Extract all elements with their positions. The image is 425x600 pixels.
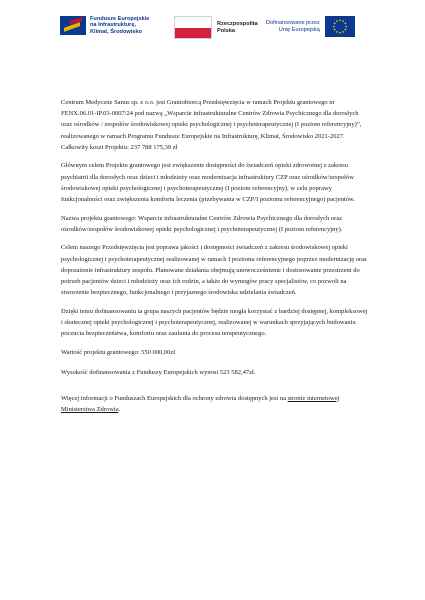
eu-star — [336, 20, 338, 22]
eu-star — [342, 31, 344, 33]
eu-star — [334, 29, 336, 31]
project-value: Wartość projektu grantowego: 550 000,00zł — [61, 348, 176, 356]
eu-logo — [266, 16, 355, 37]
paragraph-objective: Celem naszego Przedsięwzięcia jest poprawa jakości i dostępności świadczeń z zakresu środowiskowej opieki psychologicznej i psychoterapeutycznej realizowanej w ramach I poziomu referencyjnego poprzez modernizację oraz doposażenie infrastruktury zespołu. Planowane działania obejmują unowocześnienie i dostosowanie przestrzeni do potrzeb pacjentów dzieci i młodzieży oraz ich rodzin, a także do wymogów pracy specjalistów, co pozwoli na stworzenie bezpiecznego, funkcjonalnego i przyjaznego środowiska udzielania świadczeń. — [61, 244, 367, 297]
paragraph-benefits: Dzięki temu dofinansowaniu ta grupa naszych pacjentów będzie mogła korzystać z bardziej dostępnej, kompleksowej i skutecznej opieki psychologicznej i psychoterapeutycznej, realizowanej w warunkach sprzyjających budowaniu poczucia bezpieczeństwa, komfortu oraz zaufania do procesu terapeutycznego. — [61, 307, 368, 338]
paragraph-project-name: Nazwa projektu grantowego: Wsparcie infrastrukturalne Centrów Zdrowia Psychicznego dla dorosłych oraz ośrodków/zespołów środowiskowej opieki psychologicznej i psychoterapeutycznej (I poziom referencyjny). — [61, 214, 343, 233]
funding-amount: Wysokość dofinansowania z Funduszy Europejskich wynosi 523 582,47zł. — [61, 369, 256, 377]
poland-flag-icon — [174, 16, 212, 39]
eu-star — [339, 20, 341, 22]
document-body — [61, 97, 369, 422]
eu-star — [339, 32, 341, 34]
eu-star — [342, 20, 344, 22]
funds-logo — [60, 16, 149, 35]
eu-star — [336, 31, 338, 33]
paragraph-goal: Głównym celem Projektu grantowego jest zwiększenie dostępności do świadczeń opieki zdrowotnej z zakresu psychiatrii dla dorosłych oraz dzieci i młodzieży oraz modernizacja infrastruktury CZP oraz ośrodków/zespołów środowiskowej opieki psychologicznej i psychoterapeutycznej (I poziom referencyjny), w celu poprawy funkcjonalności oraz zwiększenia komfortu leczenia (przebywania w CZP/I poziomu referencyjnego) pacjentów. — [61, 162, 355, 204]
eu-star — [344, 29, 346, 31]
eu-logo-text: Dofinansowane przez Unię Europejską — [266, 20, 320, 33]
logo-bar — [60, 16, 380, 46]
eu-star — [334, 23, 336, 25]
poland-logo — [174, 16, 258, 39]
ministry-website-link[interactable]: stronie internetowej Ministerstwa Zdrowia — [61, 394, 340, 413]
poland-logo-text: Rzeczpospolita Polska — [217, 21, 258, 34]
eu-star — [333, 26, 335, 28]
more-info-text: Więcej informacji o Funduszach Europejskich dla ochrony zdrowia dostępnych jest na — [61, 394, 288, 402]
fe-flag-icon — [60, 16, 86, 35]
eu-star — [345, 26, 347, 28]
paragraph-more-info — [61, 393, 369, 415]
more-info-end: . — [118, 405, 121, 413]
funds-logo-text: Fundusze Europejskie na Infrastrukturę, Klimat, Środowisko — [90, 16, 150, 35]
eu-flag-icon — [325, 16, 355, 37]
eu-star — [344, 23, 346, 25]
paragraph-intro: Centrum Medyczne Sanus sp. z o.o. jest Grantobiorcą Przedsięwzięcia w ramach Projektu grantowego nr FENX.06.01-IP.03-0007/24 pod nazwą „Wsparcie infrastrukturalne Centrów Zdrowia Psychicznego dla dorosłych oraz ośrodków / zespołów środowiskowej opieki psychologicznej i psychoterapeutycznej (I poziom referencyjny)”, realizowanego w ramach Programu Fundusze Europejskie na Infrastrukturę, Klimat, Środowisko 2021-2027. Całkowity koszt Projektu: 237 788 175,39 zł — [61, 99, 362, 151]
